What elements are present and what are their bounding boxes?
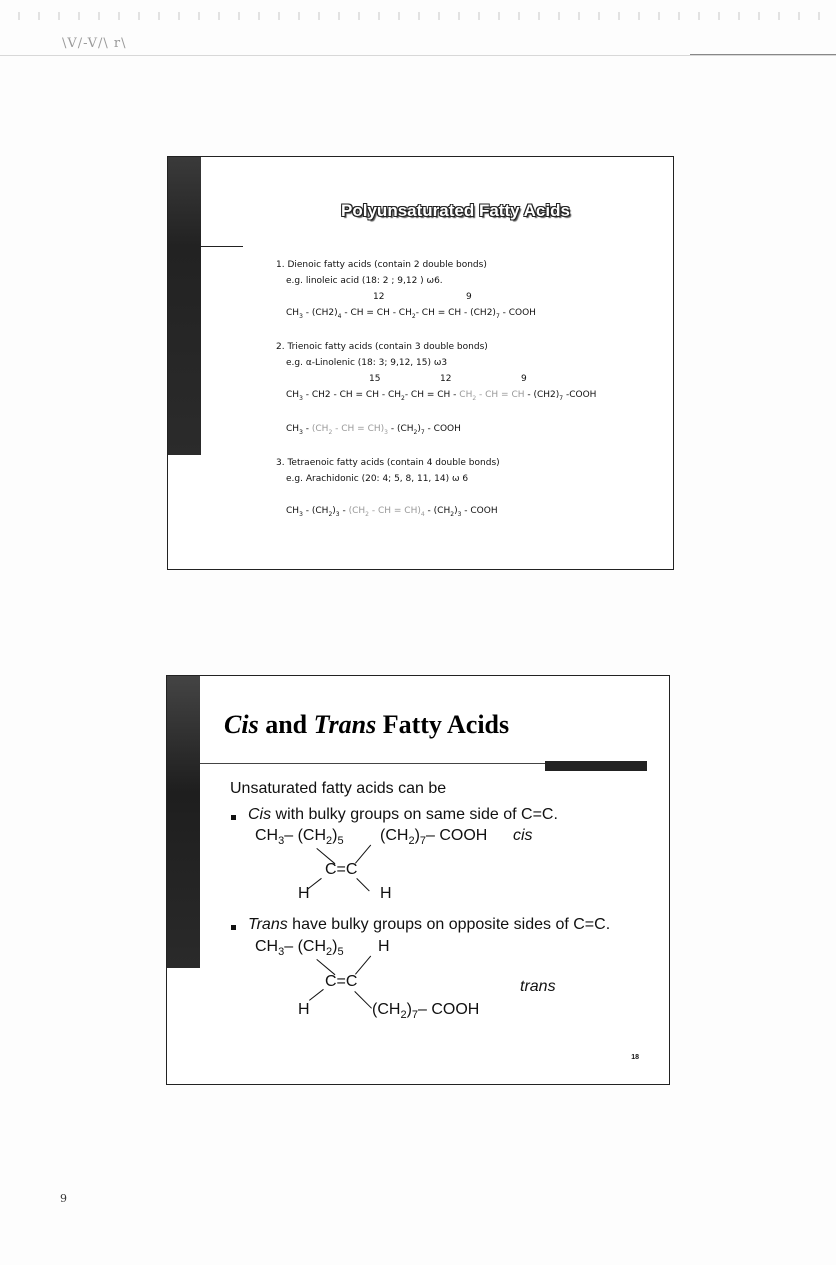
title-rule xyxy=(200,763,545,764)
title-trans: Trans xyxy=(313,710,377,739)
slide-title: Polyunsaturated Fatty Acids xyxy=(341,201,570,220)
cis-bullet: Cis with bulky groups on same side of C=C. xyxy=(248,806,558,823)
trans-bond xyxy=(354,991,372,1009)
slide-title xyxy=(224,710,509,740)
cis-left-group: $CH_3-$ $(CH_2)_5$ xyxy=(255,827,344,848)
item1-position-12: 12 xyxy=(373,292,385,302)
trans-bond xyxy=(309,989,324,1001)
slide-polyunsaturated xyxy=(167,156,674,570)
header-scribble: \V/-V/\ r\ xyxy=(62,36,127,51)
bullet-icon xyxy=(231,925,236,930)
trans-h-top: H xyxy=(378,938,390,955)
slide-number: 18 xyxy=(631,1054,639,1061)
bullet-icon xyxy=(231,815,236,820)
intro-text: Unsaturated fatty acids can be xyxy=(230,780,447,797)
title-and: and xyxy=(258,710,314,739)
item1-example: e.g. linoleic acid (18: 2 ; 9,12 ) ω6. xyxy=(286,276,443,286)
cis-double-bond: C=C xyxy=(325,861,358,878)
trans-bullet: Trans have bulky groups on opposite sides of C=C. xyxy=(248,916,611,933)
item2-position-15: 15 xyxy=(369,374,381,384)
arachidonic-formula: $CH_3 - (CH_2)_3 - (CH_2$ - CH = $CH)_4 - (CH_2)_3$ - COOH xyxy=(286,506,498,518)
item3-heading: 3. Tetraenoic fatty acids (contain 4 double bonds) xyxy=(276,458,500,468)
item1-position-9: 9 xyxy=(466,292,472,302)
linolenic-condensed-formula: $CH_3 - (CH_2$ - CH = $CH)_3 - (CH_2)_7$ - COOH xyxy=(286,424,461,436)
scan-noise xyxy=(0,12,836,20)
trans-right-group: $(CH_2)_7-$ COOH xyxy=(372,1001,480,1022)
slide-cis-trans xyxy=(166,675,670,1085)
item2-heading: 2. Trienoic fatty acids (contain 3 double bonds) xyxy=(276,342,488,352)
trans-h-bottom: H xyxy=(298,1001,310,1018)
item3-example: e.g. Arachidonic (20: 4; 5, 8, 11, 14) ω 6 xyxy=(286,474,469,484)
item2-position-9: 9 xyxy=(521,374,527,384)
title-rest: Fatty Acids xyxy=(376,710,510,739)
item1-heading: 1. Dienoic fatty acids (contain 2 double bonds) xyxy=(276,260,487,270)
cis-bond xyxy=(356,878,369,891)
cis-h-right: H xyxy=(380,885,392,902)
linoleic-formula: $CH_3 - (CH2)_4$ - CH = CH - $CH_2-$ CH = CH - $(CH2)_7$ - COOH xyxy=(286,308,536,320)
page-number: 9 xyxy=(60,1192,67,1205)
cis-right-group: $(CH_2)_7-$ COOH xyxy=(380,827,488,848)
header-rule xyxy=(0,55,836,56)
linolenic-formula: $CH_3 - CH2$ - CH = CH - $CH_2-$ CH = CH - $CH_2$ - CH = CH - $(CH2)_7$ -COOH xyxy=(286,390,597,402)
title-cis: Cis xyxy=(224,710,259,739)
cis-h-left: H xyxy=(298,885,310,902)
trans-double-bond: C=C xyxy=(325,973,358,990)
trans-label: trans xyxy=(520,978,556,995)
item2-example: e.g. α-Linolenic (18: 3; 9,12, 15) ω3 xyxy=(286,358,448,368)
title-rule-accent xyxy=(545,761,647,771)
item2-position-12: 12 xyxy=(440,374,452,384)
trans-left-group: $CH_3-$ $(CH_2)_5$ xyxy=(255,938,344,959)
slide-accent-rule xyxy=(201,246,243,247)
slide-sidebar-bar xyxy=(167,676,200,968)
header-rule-right xyxy=(690,54,836,55)
cis-label: cis xyxy=(513,827,533,844)
trans-bond xyxy=(355,956,371,975)
